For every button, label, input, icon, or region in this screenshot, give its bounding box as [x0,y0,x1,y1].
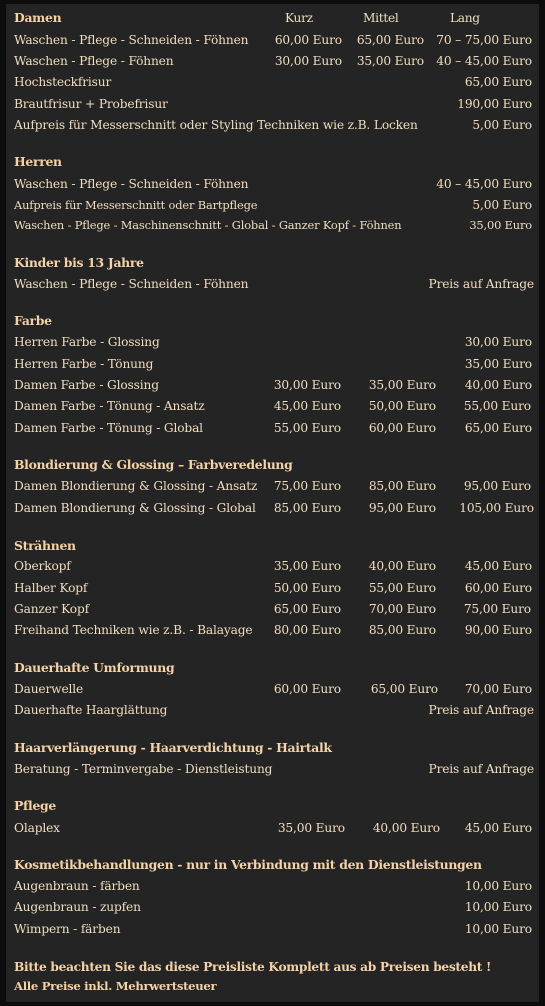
row-label: Ganzer Kopf [14,602,89,616]
price-mittel: 85,00 Euro [368,479,436,493]
price-lang: 190,00 Euro [457,97,532,111]
section-heading-kinder: Kinder bis 13 Jahre [14,255,144,270]
row-label: Dauerwelle [14,682,84,696]
price-lang: 95,00 Euro [463,479,531,493]
price-mittel: 65,00 Euro [356,33,424,47]
price-mittel: 85,00 Euro [368,623,436,637]
section-heading-straehnen: Strähnen [14,538,76,553]
column-header-mittel: Mittel [363,11,399,25]
price-row [14,396,534,416]
price-lang: 60,00 Euro [464,581,532,595]
column-header-kurz: Kurz [285,11,313,25]
price-mittel: 65,00 Euro [370,682,438,696]
note-ab-preise: Bitte beachten Sie das diese Preisliste Komplett aus ab Preisen besteht ! [14,960,492,974]
price-lang: Preis auf Anfrage [428,703,534,717]
row-label: Augenbraun - zupfen [14,900,141,914]
row-label: Brautfrisur + Probefrisur [14,97,168,111]
price-row [14,679,534,699]
price-kurz: 80,00 Euro [273,623,341,637]
price-row [14,578,534,598]
price-row [14,897,534,917]
price-kurz: 85,00 Euro [273,501,341,515]
price-kurz: 35,00 Euro [273,559,341,573]
price-row [14,476,534,496]
price-lang: 45,00 Euro [464,559,532,573]
price-lang: Preis auf Anfrage [428,277,534,291]
price-lang: 35,00 Euro [469,218,532,232]
price-lang: 5,00 Euro [472,198,532,212]
price-row [14,332,534,352]
row-label: Freihand Techniken wie z.B. - Balayage [14,623,253,637]
price-mittel: 50,00 Euro [368,399,436,413]
price-lang: 105,00 Euro [459,501,534,515]
price-lang: 90,00 Euro [464,623,532,637]
row-label: Damen Blondierung & Glossing - Global [14,501,256,515]
price-mittel: 40,00 Euro [372,821,440,835]
row-label: Augenbraun - färben [14,879,140,893]
price-kurz: 30,00 Euro [274,54,342,68]
row-label: Halber Kopf [14,581,88,595]
section-heading-farbe: Farbe [14,313,52,328]
price-row [14,354,534,374]
price-lang: 10,00 Euro [464,900,532,914]
row-label: Waschen - Pflege - Schneiden - Föhnen [14,177,249,191]
price-row [14,174,534,194]
price-lang: Preis auf Anfrage [428,762,534,776]
price-lang: 45,00 Euro [464,821,532,835]
price-kurz: 75,00 Euro [273,479,341,493]
section-heading-damen [14,8,534,28]
price-mittel: 55,00 Euro [368,581,436,595]
price-kurz: 30,00 Euro [273,378,341,392]
row-label: Waschen - Pflege - Schneiden - Föhnen [14,33,249,47]
row-label: Herren Farbe - Tönung [14,357,154,371]
price-lang: 30,00 Euro [464,335,532,349]
price-lang: 65,00 Euro [464,421,532,435]
section-heading-herren: Herren [14,154,62,169]
price-row [14,72,534,92]
section-heading-blondierung: Blondierung & Glossing – Farbveredelung [14,457,293,472]
row-label: Damen Blondierung & Glossing - Ansatz [14,479,258,493]
price-mittel: 35,00 Euro [356,54,424,68]
price-lang: 70 – 75,00 Euro [436,33,532,47]
price-kurz: 50,00 Euro [273,581,341,595]
price-lang: 70,00 Euro [464,682,532,696]
note-mehrwertsteuer: Alle Preise inkl. Mehrwertsteuer [14,979,217,993]
row-label: Waschen - Pflege - Maschinenschnitt - Global - Ganzer Kopf - Föhnen [14,218,402,232]
price-kurz: 55,00 Euro [273,421,341,435]
price-row [14,599,534,619]
price-lang: 75,00 Euro [463,602,531,616]
price-row [14,94,534,114]
row-label: Oberkopf [14,559,71,573]
price-row [14,498,534,518]
price-row [14,215,534,235]
price-kurz: 35,00 Euro [277,821,345,835]
row-label: Waschen - Pflege - Föhnen [14,54,174,68]
price-row [14,30,534,50]
price-row [14,876,534,896]
row-label: Aufpreis für Messerschnitt oder Bartpflege [14,198,258,212]
price-row [14,115,534,135]
section-heading-dauerhafte-umformung: Dauerhafte Umformung [14,660,175,675]
price-row [14,919,534,939]
price-mittel: 60,00 Euro [368,421,436,435]
price-lang: 55,00 Euro [463,399,531,413]
price-row [14,418,534,438]
row-label: Hochsteckfrisur [14,75,112,89]
price-row [14,195,534,215]
price-row [14,51,534,71]
price-row [14,818,534,838]
row-label: Beratung - Terminvergabe - Dienstleistung [14,762,273,776]
price-mittel: 70,00 Euro [368,602,436,616]
column-header-lang: Lang [450,11,480,25]
price-lang: 10,00 Euro [464,922,532,936]
row-label: Damen Farbe - Tönung - Global [14,421,203,435]
row-label: Olaplex [14,821,60,835]
price-row [14,620,534,640]
section-heading-pflege: Pflege [14,798,56,813]
price-row [14,375,534,395]
price-mittel: 40,00 Euro [368,559,436,573]
row-label: Dauerhafte Haarglättung [14,703,168,717]
row-label: Damen Farbe - Glossing [14,378,159,392]
price-row [14,759,534,779]
price-lang: 40 – 45,00 Euro [436,54,532,68]
price-lang: 65,00 Euro [464,75,532,89]
price-row [14,556,534,576]
price-mittel: 35,00 Euro [368,378,436,392]
price-row [14,700,534,720]
price-lang: 40 – 45,00 Euro [436,177,532,191]
row-label: Wimpern - färben [14,922,121,936]
price-list-panel [6,4,539,1002]
price-mittel: 95,00 Euro [368,501,436,515]
price-kurz: 60,00 Euro [273,682,341,696]
price-kurz: 65,00 Euro [273,602,341,616]
price-row [14,274,534,294]
price-kurz: 60,00 Euro [274,33,342,47]
row-label: Herren Farbe - Glossing [14,335,160,349]
price-lang: 5,00 Euro [472,118,532,132]
price-lang: 10,00 Euro [464,879,532,893]
price-lang: 35,00 Euro [464,357,532,371]
row-label: Aufpreis für Messerschnitt oder Styling Techniken wie z.B. Locken [14,118,418,132]
row-label: Waschen - Pflege - Schneiden - Föhnen [14,277,249,291]
section-heading-kosmetik: Kosmetikbehandlungen - nur in Verbindung mit den Dienstleistungen [14,857,482,872]
damen-title: Damen [14,10,62,25]
row-label: Damen Farbe - Tönung - Ansatz [14,399,205,413]
price-kurz: 45,00 Euro [273,399,341,413]
price-lang: 40,00 Euro [464,378,532,392]
section-heading-haarverlaengerung: Haarverlängerung - Haarverdichtung - Hairtalk [14,740,332,755]
